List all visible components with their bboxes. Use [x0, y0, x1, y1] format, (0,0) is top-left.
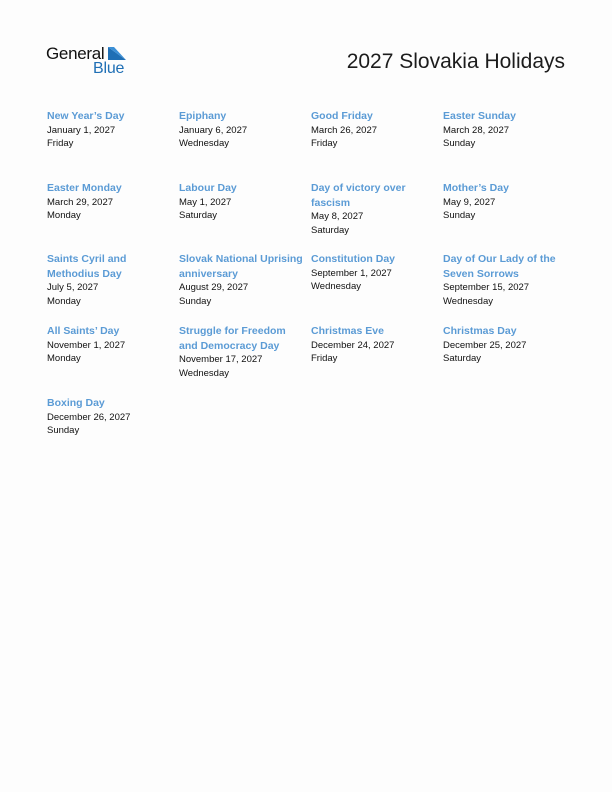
- holiday-item: [47, 109, 173, 151]
- holiday-date: May 9, 2027: [443, 196, 496, 208]
- holiday-name: Constitution Day: [311, 253, 395, 265]
- holiday-weekday: Wednesday: [443, 295, 493, 307]
- holiday-item: [47, 324, 173, 366]
- holiday-date: March 26, 2027: [311, 124, 378, 136]
- holiday-name: Christmas Eve: [311, 325, 384, 337]
- holiday-weekday: Saturday: [179, 210, 218, 221]
- holiday-weekday: Sunday: [47, 425, 80, 436]
- holiday-date: November 1, 2027: [47, 339, 126, 351]
- holiday-date: December 25, 2027: [443, 339, 527, 351]
- holiday-item: [311, 181, 437, 237]
- holiday-item: [443, 109, 569, 151]
- holiday-date: January 6, 2027: [179, 124, 248, 136]
- holiday-item: [311, 252, 437, 294]
- generalblue-logo: [46, 44, 130, 78]
- holiday-weekday: Wednesday: [179, 367, 229, 379]
- holiday-date: May 1, 2027: [179, 196, 232, 208]
- holiday-weekday: Friday: [311, 353, 338, 364]
- holiday-name: Saints Cyril and Methodius Day: [47, 253, 127, 280]
- holiday-item: [47, 252, 173, 308]
- logo-triangle-icon: [107, 46, 127, 61]
- holiday-weekday: Wednesday: [311, 281, 361, 292]
- holiday-name: New Year’s Day: [47, 110, 125, 122]
- holiday-date: July 5, 2027: [47, 282, 99, 293]
- holiday-name: Easter Sunday: [443, 110, 516, 122]
- holiday-name: All Saints’ Day: [47, 325, 120, 337]
- holiday-item: [47, 396, 173, 438]
- holiday-weekday: Saturday: [311, 224, 350, 236]
- holiday-name: Day of Our Lady of the Seven Sorrows: [443, 253, 556, 280]
- holiday-name: Good Friday: [311, 110, 373, 122]
- holiday-item: [179, 109, 305, 151]
- holiday-item: [443, 181, 569, 223]
- page-title: 2027 Slovakia Holidays: [346, 50, 565, 73]
- holiday-item: [311, 324, 437, 366]
- holiday-weekday: Sunday: [179, 295, 212, 307]
- holiday-weekday: Monday: [47, 353, 81, 364]
- holiday-weekday: Sunday: [443, 138, 476, 149]
- holiday-date: September 15, 2027: [443, 282, 530, 293]
- holiday-item: [179, 252, 305, 308]
- holiday-date: January 1, 2027: [47, 124, 116, 136]
- holiday-item: [179, 181, 305, 223]
- holiday-name: Struggle for Freedom and Democracy Day: [179, 325, 286, 352]
- holiday-item: [443, 324, 569, 366]
- holiday-weekday: Wednesday: [179, 138, 229, 149]
- holiday-name: Labour Day: [179, 182, 237, 194]
- holiday-date: December 24, 2027: [311, 339, 395, 351]
- holiday-date: August 29, 2027: [179, 282, 249, 293]
- holiday-name: Slovak National Uprising anniversary: [179, 253, 303, 280]
- holiday-date: March 28, 2027: [443, 124, 510, 136]
- holiday-date: September 1, 2027: [311, 267, 392, 279]
- holiday-name: Epiphany: [179, 110, 227, 122]
- holiday-name: Boxing Day: [47, 397, 105, 409]
- holiday-item: [179, 324, 305, 380]
- holiday-weekday: Sunday: [443, 210, 476, 221]
- holiday-weekday: Friday: [47, 138, 74, 149]
- holiday-item: [311, 109, 437, 151]
- holiday-item: [47, 181, 173, 223]
- holiday-date: March 29, 2027: [47, 196, 114, 208]
- holiday-name: Easter Monday: [47, 182, 122, 194]
- holiday-name: Day of victory over fascism: [311, 182, 406, 209]
- holiday-date: November 17, 2027: [179, 354, 263, 365]
- logo-text-general: General: [46, 44, 105, 63]
- holiday-item: [443, 252, 569, 308]
- holiday-date: May 8, 2027: [311, 211, 364, 222]
- holiday-weekday: Monday: [47, 210, 81, 221]
- holiday-weekday: Saturday: [443, 353, 482, 364]
- holiday-weekday: Friday: [311, 138, 338, 149]
- holiday-weekday: Monday: [47, 295, 81, 307]
- logo-text-blue: Blue: [93, 60, 125, 77]
- holiday-name: Mother’s Day: [443, 182, 509, 194]
- holiday-date: December 26, 2027: [47, 411, 131, 423]
- holiday-name: Christmas Day: [443, 325, 517, 337]
